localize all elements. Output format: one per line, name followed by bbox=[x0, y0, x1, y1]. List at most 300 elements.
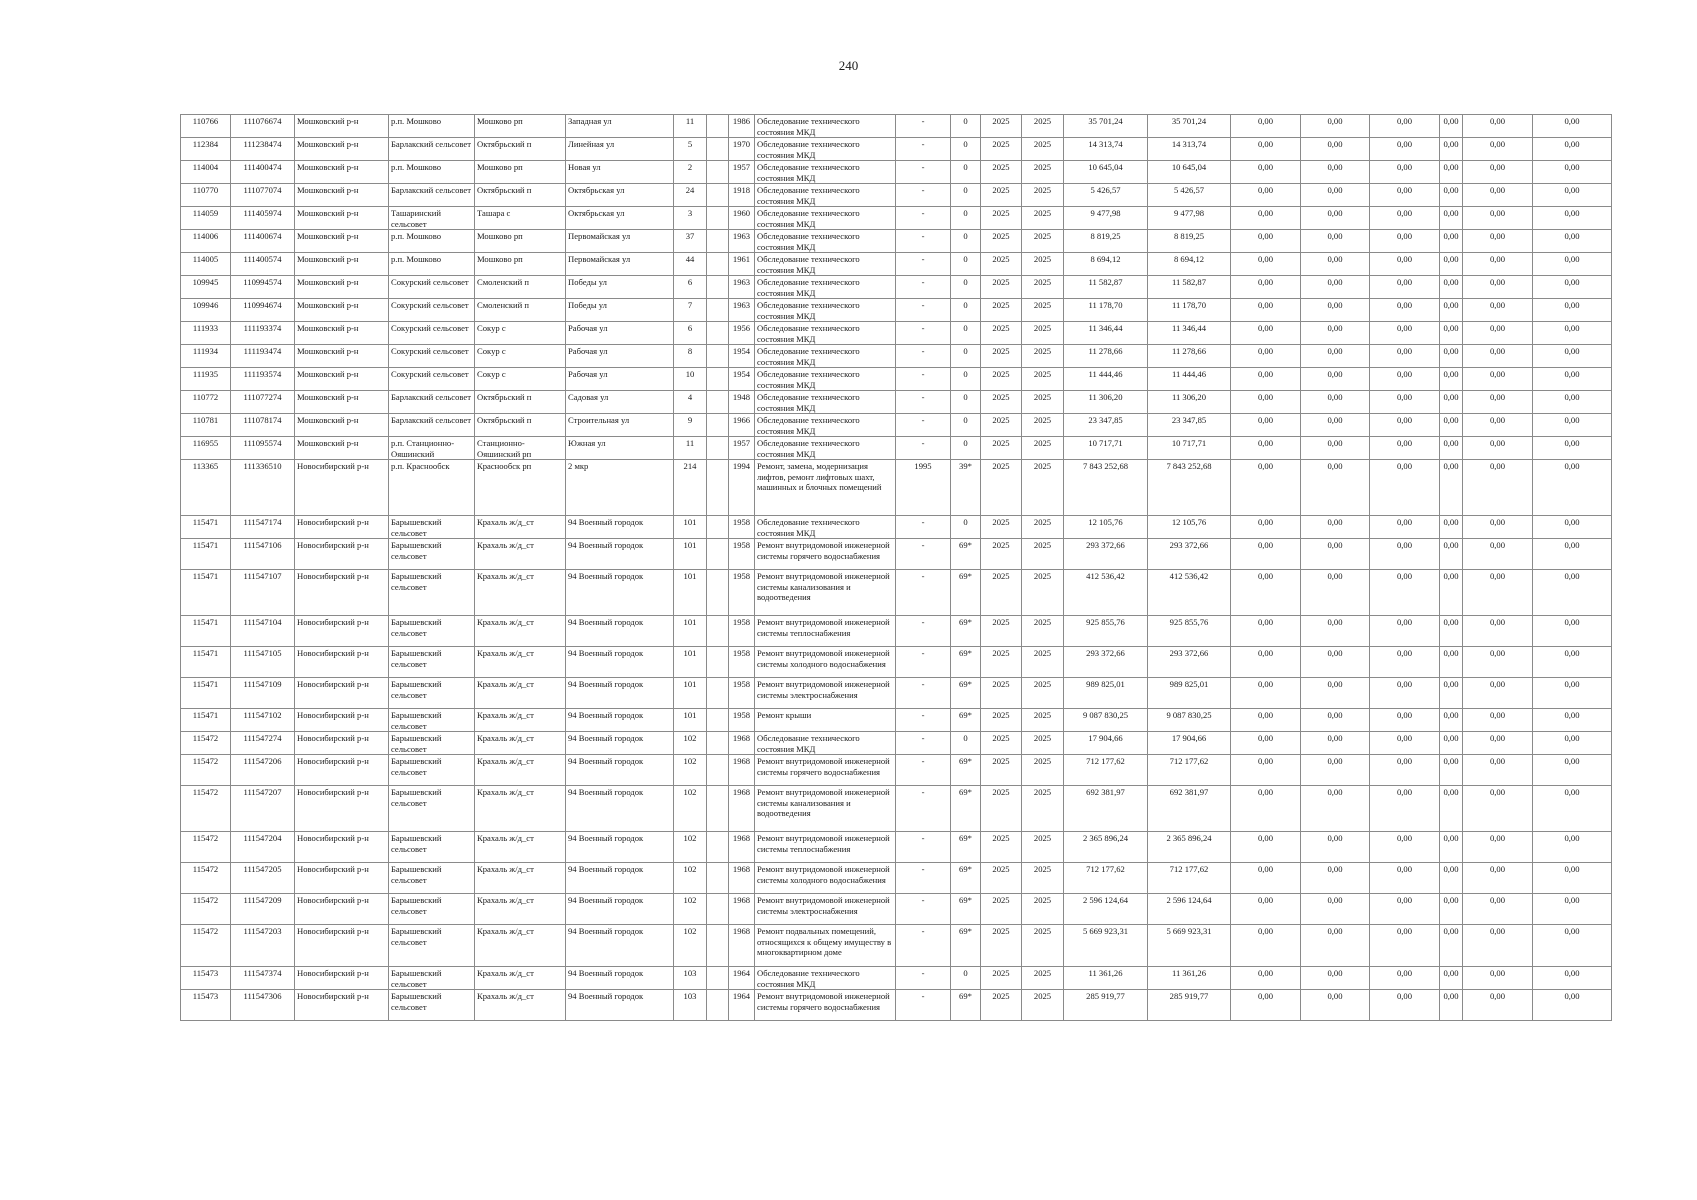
table-cell: 2025 bbox=[981, 539, 1022, 570]
table-cell: 94 Военный городок bbox=[566, 925, 674, 967]
table-cell: Барышевский сельсовет bbox=[389, 732, 475, 755]
table-cell: 115471 bbox=[181, 647, 231, 678]
table-cell: 2025 bbox=[1022, 414, 1064, 437]
table-cell: Ремонт внутридомовой инженерной системы электроснабжения bbox=[755, 894, 896, 925]
table-cell: 2025 bbox=[981, 184, 1022, 207]
table-cell: 0,00 bbox=[1370, 368, 1440, 391]
table-cell: 0,00 bbox=[1231, 345, 1301, 368]
table-cell: 0,00 bbox=[1231, 138, 1301, 161]
table-cell bbox=[707, 786, 729, 832]
table-cell: 1948 bbox=[729, 391, 755, 414]
table-cell bbox=[707, 299, 729, 322]
table-row bbox=[181, 299, 1612, 322]
table-cell: Сокур с bbox=[475, 322, 566, 345]
table-cell: 2025 bbox=[1022, 253, 1064, 276]
table-cell: 0,00 bbox=[1231, 414, 1301, 437]
table-cell: 9 477,98 bbox=[1148, 207, 1231, 230]
table-cell: Новосибирский р-н bbox=[295, 460, 389, 516]
table-cell: Ремонт подвальных помещений, относящихся к общему имуществу в многоквартирном доме bbox=[755, 925, 896, 967]
table-cell: 69* bbox=[951, 832, 981, 863]
table-cell: 11 582,87 bbox=[1064, 276, 1148, 299]
table-cell: - bbox=[896, 184, 951, 207]
table-cell bbox=[707, 322, 729, 345]
table-cell: 0,00 bbox=[1231, 894, 1301, 925]
table-cell: 0,00 bbox=[1463, 925, 1533, 967]
table-cell: Обследование технического состояния МКД bbox=[755, 368, 896, 391]
table-cell: 11 278,66 bbox=[1064, 345, 1148, 368]
table-cell: 8 819,25 bbox=[1064, 230, 1148, 253]
table-cell: р.п. Мошково bbox=[389, 253, 475, 276]
table-cell: 0,00 bbox=[1231, 832, 1301, 863]
table-cell: 111077074 bbox=[231, 184, 295, 207]
table-cell: 69* bbox=[951, 616, 981, 647]
table-row bbox=[181, 184, 1612, 207]
table-cell: 0,00 bbox=[1370, 539, 1440, 570]
table-cell: 2025 bbox=[981, 616, 1022, 647]
table-cell: Сокурский сельсовет bbox=[389, 322, 475, 345]
table-cell: 0,00 bbox=[1231, 863, 1301, 894]
table-cell: 0,00 bbox=[1370, 863, 1440, 894]
table-row bbox=[181, 709, 1612, 732]
table-cell: 69* bbox=[951, 894, 981, 925]
table-cell: 0,00 bbox=[1440, 253, 1463, 276]
table-cell: Барлакский сельсовет bbox=[389, 414, 475, 437]
table-cell: 2025 bbox=[981, 732, 1022, 755]
table-cell: 8 694,12 bbox=[1148, 253, 1231, 276]
table-cell: 0,00 bbox=[1463, 460, 1533, 516]
table-cell: 110770 bbox=[181, 184, 231, 207]
table-cell: Ташаринский сельсовет bbox=[389, 207, 475, 230]
table-cell: Сокур с bbox=[475, 368, 566, 391]
table-row bbox=[181, 161, 1612, 184]
table-cell: 1966 bbox=[729, 414, 755, 437]
table-cell: - bbox=[896, 967, 951, 990]
table-cell: - bbox=[896, 539, 951, 570]
table-row bbox=[181, 115, 1612, 138]
table-cell: Мошковский р-н bbox=[295, 437, 389, 460]
table-cell: 103 bbox=[674, 990, 707, 1021]
table-cell: 2025 bbox=[1022, 184, 1064, 207]
table-cell: Ремонт внутридомовой инженерной системы холодного водоснабжения bbox=[755, 647, 896, 678]
table-cell: 94 Военный городок bbox=[566, 678, 674, 709]
table-cell: 2025 bbox=[981, 990, 1022, 1021]
table-cell bbox=[707, 161, 729, 184]
table-cell: 5 669 923,31 bbox=[1148, 925, 1231, 967]
table-cell: 1958 bbox=[729, 616, 755, 647]
table-cell: - bbox=[896, 863, 951, 894]
table-cell: 14 313,74 bbox=[1148, 138, 1231, 161]
table-cell: 69* bbox=[951, 990, 981, 1021]
table-cell: Барышевский сельсовет bbox=[389, 616, 475, 647]
table-cell: Линейная ул bbox=[566, 138, 674, 161]
table-cell: 0,00 bbox=[1301, 391, 1370, 414]
table-cell: Октябрьский п bbox=[475, 138, 566, 161]
table-cell: 0,00 bbox=[1533, 832, 1612, 863]
table-cell: 214 bbox=[674, 460, 707, 516]
table-cell: 0,00 bbox=[1301, 990, 1370, 1021]
table-cell: 115471 bbox=[181, 678, 231, 709]
table-cell: 115471 bbox=[181, 709, 231, 732]
table-cell: 2025 bbox=[981, 925, 1022, 967]
table-cell: Ремонт, замена, модернизация лифтов, ремонт лифтовых шахт, машинных и блочных помещений bbox=[755, 460, 896, 516]
table-cell bbox=[707, 276, 729, 299]
table-cell: 0,00 bbox=[1370, 967, 1440, 990]
table-cell: 69* bbox=[951, 678, 981, 709]
table-cell: 0,00 bbox=[1370, 391, 1440, 414]
table-cell: 110772 bbox=[181, 391, 231, 414]
table-cell: 0,00 bbox=[1440, 345, 1463, 368]
table-cell: 113365 bbox=[181, 460, 231, 516]
table-cell: 0,00 bbox=[1463, 230, 1533, 253]
table-cell: 0,00 bbox=[1463, 115, 1533, 138]
table-cell: 1968 bbox=[729, 925, 755, 967]
table-cell: 0,00 bbox=[1463, 322, 1533, 345]
table-cell: 35 701,24 bbox=[1148, 115, 1231, 138]
table-cell: 0,00 bbox=[1533, 678, 1612, 709]
table-cell: Мошковский р-н bbox=[295, 414, 389, 437]
table-cell: Краснообск рп bbox=[475, 460, 566, 516]
table-cell: 9 087 830,25 bbox=[1064, 709, 1148, 732]
table-cell: Крахаль ж/д_ст bbox=[475, 990, 566, 1021]
table-cell: 2025 bbox=[1022, 786, 1064, 832]
table-cell: Мошковский р-н bbox=[295, 345, 389, 368]
table-cell: 0,00 bbox=[1440, 299, 1463, 322]
table-cell: - bbox=[896, 709, 951, 732]
table-cell: 0,00 bbox=[1440, 967, 1463, 990]
table-cell: 0,00 bbox=[1231, 709, 1301, 732]
table-cell: 1963 bbox=[729, 299, 755, 322]
table-cell: 0,00 bbox=[1463, 755, 1533, 786]
table-cell: - bbox=[896, 516, 951, 539]
table-cell bbox=[707, 755, 729, 786]
table-cell: 2025 bbox=[981, 460, 1022, 516]
table-cell: Сокурский сельсовет bbox=[389, 299, 475, 322]
table-cell: 2025 bbox=[1022, 437, 1064, 460]
table-cell: 0,00 bbox=[1301, 276, 1370, 299]
table-cell: Рабочая ул bbox=[566, 368, 674, 391]
table-cell: р.п. Мошково bbox=[389, 230, 475, 253]
table-cell: 111933 bbox=[181, 322, 231, 345]
table-cell: р.п. Мошково bbox=[389, 161, 475, 184]
table-cell: 1918 bbox=[729, 184, 755, 207]
table-cell: - bbox=[896, 207, 951, 230]
table-row bbox=[181, 138, 1612, 161]
table-cell: 0,00 bbox=[1301, 414, 1370, 437]
table-cell: 101 bbox=[674, 678, 707, 709]
table-cell: 111193374 bbox=[231, 322, 295, 345]
table-cell: 102 bbox=[674, 732, 707, 755]
table-cell: 2025 bbox=[981, 967, 1022, 990]
table-cell: 110766 bbox=[181, 115, 231, 138]
table-cell: 0 bbox=[951, 276, 981, 299]
table-cell: Новосибирский р-н bbox=[295, 647, 389, 678]
table-cell: 0,00 bbox=[1533, 516, 1612, 539]
table-cell: Октябрьская ул bbox=[566, 184, 674, 207]
table-cell: 692 381,97 bbox=[1064, 786, 1148, 832]
table-cell: Обследование технического состояния МКД bbox=[755, 207, 896, 230]
table-cell: 110994574 bbox=[231, 276, 295, 299]
table-cell: 101 bbox=[674, 516, 707, 539]
table-cell: Ремонт крыши bbox=[755, 709, 896, 732]
table-cell: 0,00 bbox=[1301, 863, 1370, 894]
table-cell: 0 bbox=[951, 322, 981, 345]
table-cell: 23 347,85 bbox=[1148, 414, 1231, 437]
table-cell: 0,00 bbox=[1301, 207, 1370, 230]
table-cell: Обследование технического состояния МКД bbox=[755, 115, 896, 138]
table-cell: 7 843 252,68 bbox=[1148, 460, 1231, 516]
table-cell: Ремонт внутридомовой инженерной системы горячего водоснабжения bbox=[755, 990, 896, 1021]
table-cell: 69* bbox=[951, 925, 981, 967]
table-cell: 2025 bbox=[1022, 755, 1064, 786]
table-cell: 0,00 bbox=[1440, 786, 1463, 832]
table-row bbox=[181, 414, 1612, 437]
table-cell: 0,00 bbox=[1301, 368, 1370, 391]
table-cell: 2025 bbox=[981, 368, 1022, 391]
table-cell: 0 bbox=[951, 230, 981, 253]
table-cell bbox=[707, 678, 729, 709]
table-cell: 0,00 bbox=[1533, 460, 1612, 516]
table-cell: 712 177,62 bbox=[1064, 755, 1148, 786]
table-cell: Барышевский сельсовет bbox=[389, 894, 475, 925]
table-cell: 0,00 bbox=[1533, 539, 1612, 570]
table-cell: 0,00 bbox=[1533, 570, 1612, 616]
table-cell: Крахаль ж/д_ст bbox=[475, 832, 566, 863]
table-cell: Мошковский р-н bbox=[295, 184, 389, 207]
table-cell: 0,00 bbox=[1370, 345, 1440, 368]
table-cell: 989 825,01 bbox=[1148, 678, 1231, 709]
table-cell: Первомайская ул bbox=[566, 230, 674, 253]
table-cell: 9 bbox=[674, 414, 707, 437]
table-cell: 111547105 bbox=[231, 647, 295, 678]
table-cell: 94 Военный городок bbox=[566, 755, 674, 786]
table-cell: 0 bbox=[951, 414, 981, 437]
table-cell: 0,00 bbox=[1370, 832, 1440, 863]
table-cell: 2025 bbox=[981, 230, 1022, 253]
table-cell: Смоленский п bbox=[475, 299, 566, 322]
table-cell: Смоленский п bbox=[475, 276, 566, 299]
table-cell: 35 701,24 bbox=[1064, 115, 1148, 138]
table-cell: Барышевский сельсовет bbox=[389, 647, 475, 678]
table-cell: 0,00 bbox=[1533, 863, 1612, 894]
table-cell bbox=[707, 925, 729, 967]
table-cell: 0,00 bbox=[1231, 570, 1301, 616]
table-cell: Рабочая ул bbox=[566, 345, 674, 368]
table-cell: 0,00 bbox=[1231, 647, 1301, 678]
table-cell: 0,00 bbox=[1301, 230, 1370, 253]
table-cell: 111078174 bbox=[231, 414, 295, 437]
table-cell: 111547274 bbox=[231, 732, 295, 755]
table-cell: 5 426,57 bbox=[1148, 184, 1231, 207]
table-row bbox=[181, 990, 1612, 1021]
table-cell: 0,00 bbox=[1533, 755, 1612, 786]
table-cell: 2025 bbox=[981, 322, 1022, 345]
table-cell: 39* bbox=[951, 460, 981, 516]
table-cell bbox=[707, 391, 729, 414]
table-row bbox=[181, 322, 1612, 345]
table-cell: Октябрьский п bbox=[475, 414, 566, 437]
table-cell: Крахаль ж/д_ст bbox=[475, 732, 566, 755]
table-cell: 8 694,12 bbox=[1064, 253, 1148, 276]
table-cell: 285 919,77 bbox=[1148, 990, 1231, 1021]
table-cell: 0,00 bbox=[1231, 967, 1301, 990]
table-cell: 111547174 bbox=[231, 516, 295, 539]
table-cell: 2025 bbox=[1022, 832, 1064, 863]
table-cell: 6 bbox=[674, 322, 707, 345]
table-row bbox=[181, 207, 1612, 230]
table-cell: 11 444,46 bbox=[1148, 368, 1231, 391]
table-cell: 2025 bbox=[981, 709, 1022, 732]
table-cell: 2025 bbox=[1022, 230, 1064, 253]
table-row bbox=[181, 925, 1612, 967]
table-cell: 0,00 bbox=[1301, 516, 1370, 539]
table-cell: 2025 bbox=[1022, 391, 1064, 414]
table-cell: 111547107 bbox=[231, 570, 295, 616]
table-cell: 115472 bbox=[181, 832, 231, 863]
table-cell: 0,00 bbox=[1463, 832, 1533, 863]
table-cell: Обследование технического состояния МКД bbox=[755, 253, 896, 276]
table-cell: 0,00 bbox=[1301, 115, 1370, 138]
table-cell: 9 477,98 bbox=[1064, 207, 1148, 230]
table-cell: Новая ул bbox=[566, 161, 674, 184]
table-cell: Новосибирский р-н bbox=[295, 709, 389, 732]
table-cell: 0,00 bbox=[1533, 894, 1612, 925]
table-cell: 0,00 bbox=[1440, 230, 1463, 253]
table-cell: 0,00 bbox=[1370, 253, 1440, 276]
table-cell: Обследование технического состояния МКД bbox=[755, 967, 896, 990]
table-cell bbox=[707, 570, 729, 616]
table-cell: 0,00 bbox=[1440, 414, 1463, 437]
table-cell: 0,00 bbox=[1533, 161, 1612, 184]
table-cell: 114006 bbox=[181, 230, 231, 253]
table-cell: 101 bbox=[674, 570, 707, 616]
table-cell: 12 105,76 bbox=[1064, 516, 1148, 539]
table-cell: Ремонт внутридомовой инженерной системы холодного водоснабжения bbox=[755, 863, 896, 894]
table-cell: 110781 bbox=[181, 414, 231, 437]
table-cell: Барлакский сельсовет bbox=[389, 391, 475, 414]
table-cell: 1954 bbox=[729, 345, 755, 368]
table-cell: 17 904,66 bbox=[1148, 732, 1231, 755]
table-cell: 0,00 bbox=[1533, 368, 1612, 391]
table-cell: 2025 bbox=[1022, 161, 1064, 184]
table-row bbox=[181, 894, 1612, 925]
table-cell: Барышевский сельсовет bbox=[389, 990, 475, 1021]
table-cell: 3 bbox=[674, 207, 707, 230]
table-cell: 0,00 bbox=[1440, 570, 1463, 616]
table-cell: Барышевский сельсовет bbox=[389, 570, 475, 616]
table-cell: 0 bbox=[951, 184, 981, 207]
table-cell: Станционно-Ояшинский рп bbox=[475, 437, 566, 460]
table-cell: р.п. Краснообск bbox=[389, 460, 475, 516]
table-cell: 0,00 bbox=[1231, 230, 1301, 253]
table-cell: 0 bbox=[951, 732, 981, 755]
table-cell: 2 365 896,24 bbox=[1064, 832, 1148, 863]
table-cell: Барлакский сельсовет bbox=[389, 138, 475, 161]
table-cell: 69* bbox=[951, 786, 981, 832]
table-cell: Новосибирский р-н bbox=[295, 925, 389, 967]
table-cell: - bbox=[896, 616, 951, 647]
table-cell: 69* bbox=[951, 647, 981, 678]
table-cell bbox=[707, 516, 729, 539]
table-cell: 1968 bbox=[729, 832, 755, 863]
table-cell: Мошковский р-н bbox=[295, 253, 389, 276]
table-cell: 102 bbox=[674, 863, 707, 894]
table-cell: Новосибирский р-н bbox=[295, 967, 389, 990]
table-cell: 293 372,66 bbox=[1148, 647, 1231, 678]
table-cell: 4 bbox=[674, 391, 707, 414]
table-cell: 111547104 bbox=[231, 616, 295, 647]
table-cell: 111547205 bbox=[231, 863, 295, 894]
table-cell: 0,00 bbox=[1463, 253, 1533, 276]
table-cell: 293 372,66 bbox=[1064, 647, 1148, 678]
table-cell: 0,00 bbox=[1370, 437, 1440, 460]
table-cell: 2025 bbox=[981, 678, 1022, 709]
table-cell: 0,00 bbox=[1440, 207, 1463, 230]
table-cell: - bbox=[896, 322, 951, 345]
table-row bbox=[181, 647, 1612, 678]
table-cell: 0,00 bbox=[1301, 539, 1370, 570]
table-cell: 0 bbox=[951, 253, 981, 276]
table-cell bbox=[707, 345, 729, 368]
table-cell: 0,00 bbox=[1533, 437, 1612, 460]
table-cell: 0,00 bbox=[1370, 414, 1440, 437]
table-cell: 2025 bbox=[981, 414, 1022, 437]
table-cell: Новосибирский р-н bbox=[295, 990, 389, 1021]
table-cell: Крахаль ж/д_ст bbox=[475, 539, 566, 570]
table-cell: 11 bbox=[674, 437, 707, 460]
table-cell: 0,00 bbox=[1370, 647, 1440, 678]
table-cell: 109946 bbox=[181, 299, 231, 322]
table-cell: 111547204 bbox=[231, 832, 295, 863]
table-cell: 0,00 bbox=[1301, 709, 1370, 732]
table-cell: 0,00 bbox=[1463, 894, 1533, 925]
table-cell: 2025 bbox=[981, 832, 1022, 863]
table-cell: 0,00 bbox=[1533, 138, 1612, 161]
table-cell: 0,00 bbox=[1231, 678, 1301, 709]
table-cell: 2 365 896,24 bbox=[1148, 832, 1231, 863]
table-cell: 2025 bbox=[981, 253, 1022, 276]
table-cell: 0,00 bbox=[1231, 276, 1301, 299]
table-cell: Мошковский р-н bbox=[295, 207, 389, 230]
table-row bbox=[181, 368, 1612, 391]
table-cell: Новосибирский р-н bbox=[295, 786, 389, 832]
table-cell: 2025 bbox=[981, 138, 1022, 161]
table-cell: Обследование технического состояния МКД bbox=[755, 299, 896, 322]
table-cell: 0,00 bbox=[1231, 437, 1301, 460]
table-cell: 1994 bbox=[729, 460, 755, 516]
table-cell: 0,00 bbox=[1463, 184, 1533, 207]
table-cell: 110994674 bbox=[231, 299, 295, 322]
table-cell: Октябрьский п bbox=[475, 391, 566, 414]
table-cell: Ремонт внутридомовой инженерной системы теплоснабжения bbox=[755, 832, 896, 863]
table-cell: 115471 bbox=[181, 539, 231, 570]
table-cell: 0,00 bbox=[1440, 925, 1463, 967]
table-cell: 109945 bbox=[181, 276, 231, 299]
table-cell: 1958 bbox=[729, 539, 755, 570]
table-cell: р.п. Станционно-Ояшинский bbox=[389, 437, 475, 460]
table-cell: 2025 bbox=[981, 437, 1022, 460]
table-cell: 692 381,97 bbox=[1148, 786, 1231, 832]
table-cell: Обследование технического состояния МКД bbox=[755, 391, 896, 414]
table-cell: 94 Военный городок bbox=[566, 832, 674, 863]
table-cell: 115471 bbox=[181, 516, 231, 539]
table-cell: 0 bbox=[951, 115, 981, 138]
table-cell: 0,00 bbox=[1533, 276, 1612, 299]
table-cell: 94 Военный городок bbox=[566, 570, 674, 616]
table-cell: Мошковский р-н bbox=[295, 230, 389, 253]
table-cell: 0 bbox=[951, 516, 981, 539]
table-cell: - bbox=[896, 925, 951, 967]
table-cell: 0,00 bbox=[1370, 894, 1440, 925]
